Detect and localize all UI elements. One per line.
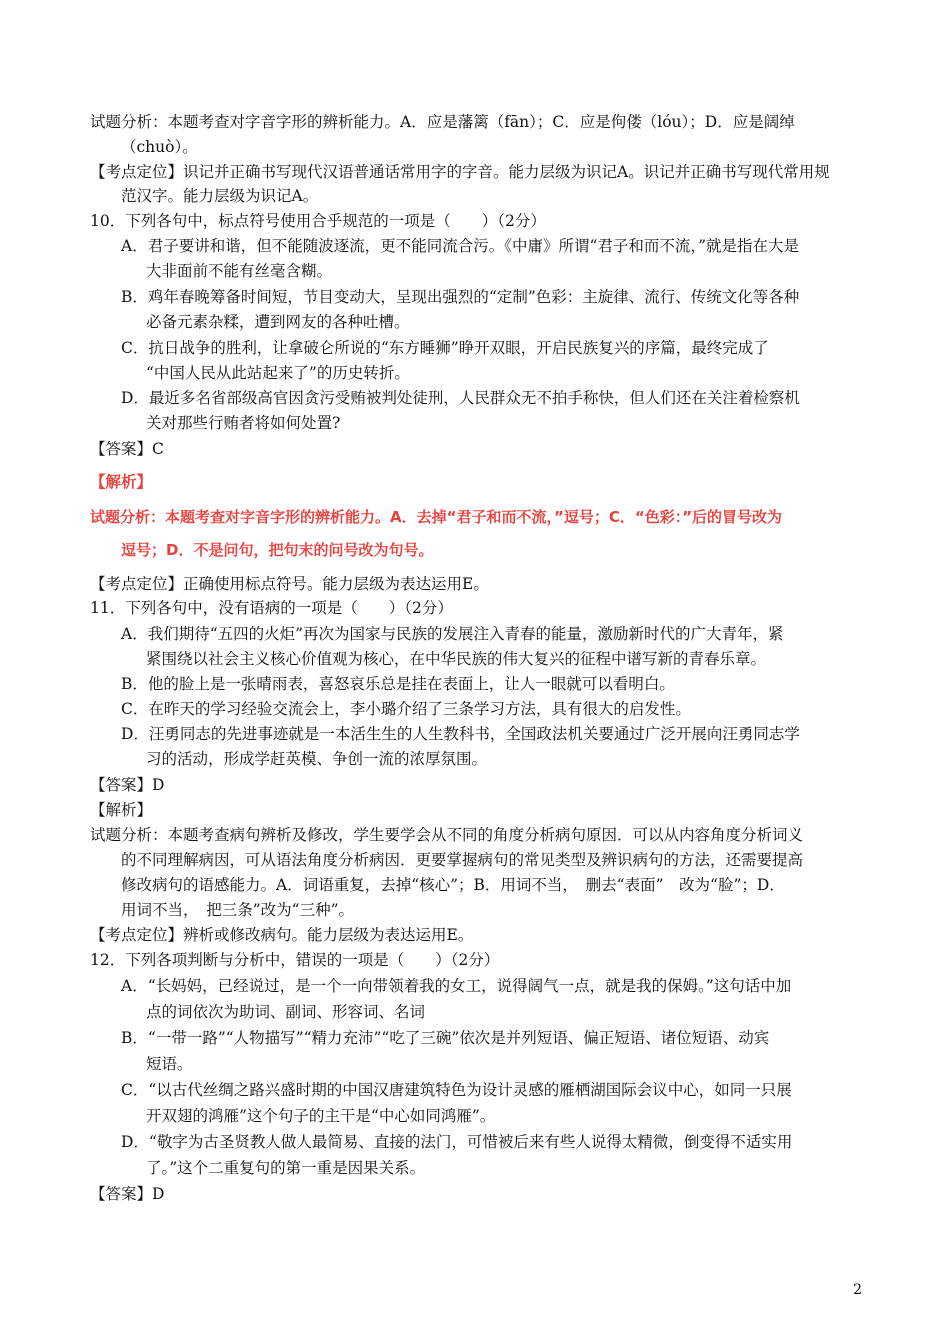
q9-kaodian-line1: 【考点定位】识记并正确书写现代汉语普通话常用字的字音。能力层级为识记A。识记并正确书写现代常用规 (90, 163, 830, 181)
q9-analysis-line2: （chuò）。 (121, 138, 198, 156)
q10-answer: 【答案】C (90, 440, 164, 458)
q11-analysis-line2: 的不同理解病因，可从语法角度分析病因．更要掌握病句的常见类型及辨识病句的方法，还需要提高 (121, 851, 804, 869)
q10-option-b-line1: B．鸡年春晚筹备时间短，节目变动大，呈现出强烈的“定制”色彩：主旋律、流行、传统文化等各种 (121, 288, 800, 306)
q10-jiexi-heading: 【解析】 (90, 473, 153, 491)
q11-kaodian: 【考点定位】辨析或修改病句。能力层级为表达运用E。 (90, 926, 474, 944)
q10-option-a-line2: 大非面前不能有丝毫含糊。 (146, 262, 333, 280)
q10-option-c-line1: C．抗日战争的胜利，让拿破仑所说的“东方睡狮”睁开双眼，开启民族复兴的序篇，最终完成了 (121, 339, 769, 357)
q12-stem: 12．下列各项判断与分析中，错误的一项是（ ）（2分） (90, 951, 500, 969)
q12-option-a-line2: 点的词依次为助词、副词、形容词、名词 (146, 1003, 426, 1021)
q12-option-d-line1: D．“敬字为古圣贤教人做人最简易、直接的法门，可惜被后来有些人说得太精微，倒变得不适实用 (121, 1133, 793, 1151)
q10-option-b-line2: 必备元素杂糅，遭到网友的各种吐槽。 (146, 313, 410, 331)
q11-analysis-line1: 试题分析：本题考查病句辨析及修改，学生要学会从不同的角度分析病句原因．可以从内容角度分析词义 (90, 826, 804, 844)
q9-analysis-line1: 试题分析：本题考查对字音字形的辨析能力。A．应是藩篱（fān）；C．应是佝偻（lóu）；D．应是阔绰 (90, 113, 795, 131)
q11-option-b: B．他的脸上是一张晴雨表，喜怒哀乐总是挂在表面上，让人一眼就可以看明白。 (121, 675, 675, 693)
q11-stem: 11．下列各句中，没有语病的一项是（ ）（2分） (90, 599, 453, 617)
q11-option-d-line2: 习的活动，形成学赶英模、争创一流的浓厚氛围。 (146, 750, 488, 768)
q9-kaodian-line2: 范汉字。能力层级为识记A。 (121, 187, 319, 205)
q12-option-c-line2: 开双翅的鸿雁”这个句子的主干是“中心如同鸿雁”。 (146, 1107, 496, 1125)
q10-analysis-line1: 试题分析：本题考查对字音字形的辨析能力。A．去掉“君子和而不流，”逗号；C．“色彩：”后的冒号改为 (90, 508, 783, 526)
q10-option-d-line1: D．最近多名省部级高官因贪污受贿被判处徒刑，人民群众无不拍手称快，但人们还在关注着检察机 (121, 389, 800, 407)
q11-analysis-line4: 用词不当， 把三条”改为“三种”。 (121, 901, 355, 919)
q10-option-a-line1: A．君子要讲和谐，但不能随波逐流，更不能同流合污。《中庸》所谓“君子和而不流，”就是指在大是 (121, 237, 800, 255)
q10-option-d-line2: 关对那些行贿者将如何处置? (146, 414, 341, 432)
q11-option-d-line1: D．汪勇同志的先进事迹就是一本活生生的人生教科书，全国政法机关要通过广泛开展向汪勇同志学 (121, 725, 800, 743)
q12-option-c-line1: C．“以古代丝绸之路兴盛时期的中国汉唐建筑特色为设计灵感的雁栖湖国际会议中心，如同一只展 (121, 1081, 792, 1099)
q11-option-a-line2: 紧围绕以社会主义核心价值观为核心，在中华民族的伟大复兴的征程中谱写新的青春乐章。 (146, 650, 767, 668)
q10-option-c-line2: “中国人民从此站起来了”的历史转折。 (146, 364, 410, 382)
q12-answer: 【答案】D (90, 1185, 165, 1203)
q11-option-c: C．在昨天的学习经验交流会上，李小璐介绍了三条学习方法，具有很大的启发性。 (121, 700, 691, 718)
q10-kaodian: 【考点定位】正确使用标点符号。能力层级为表达运用E。 (90, 575, 489, 593)
q11-option-a-line1: A．我们期待“五四的火炬”再次为国家与民族的发展注入青春的能量，激励新时代的广大青年，紧 (121, 625, 784, 643)
q12-option-b-line1: B．“一带一路”“人物描写”“精力充沛”“吃了三碗”依次是并列短语、偏正短语、诸位短语、动宾 (121, 1029, 770, 1047)
q12-option-a-line1: A．“长妈妈，已经说过，是一个一向带领着我的女工，说得阔气一点，就是我的保姆。”这句话中加 (121, 977, 792, 995)
page-number: 2 (853, 1282, 862, 1298)
q12-option-b-line2: 短语。 (146, 1055, 193, 1073)
q12-option-d-line2: 了。”这个二重复句的第一重是因果关系。 (146, 1159, 426, 1177)
q10-stem: 10．下列各句中，标点符号使用合乎规范的一项是（ ）（2分） (90, 212, 546, 230)
q11-jiexi-heading: 【解析】 (90, 801, 153, 819)
q11-analysis-line3: 修改病句的语感能力。A．词语重复，去掉“核心”；B．用词不当， 删去“表面” 改为“脸”；D． (121, 876, 785, 894)
q10-analysis-line2: 逗号；D．不是问句，把句末的问号改为句号。 (121, 541, 434, 559)
q11-answer: 【答案】D (90, 776, 165, 794)
